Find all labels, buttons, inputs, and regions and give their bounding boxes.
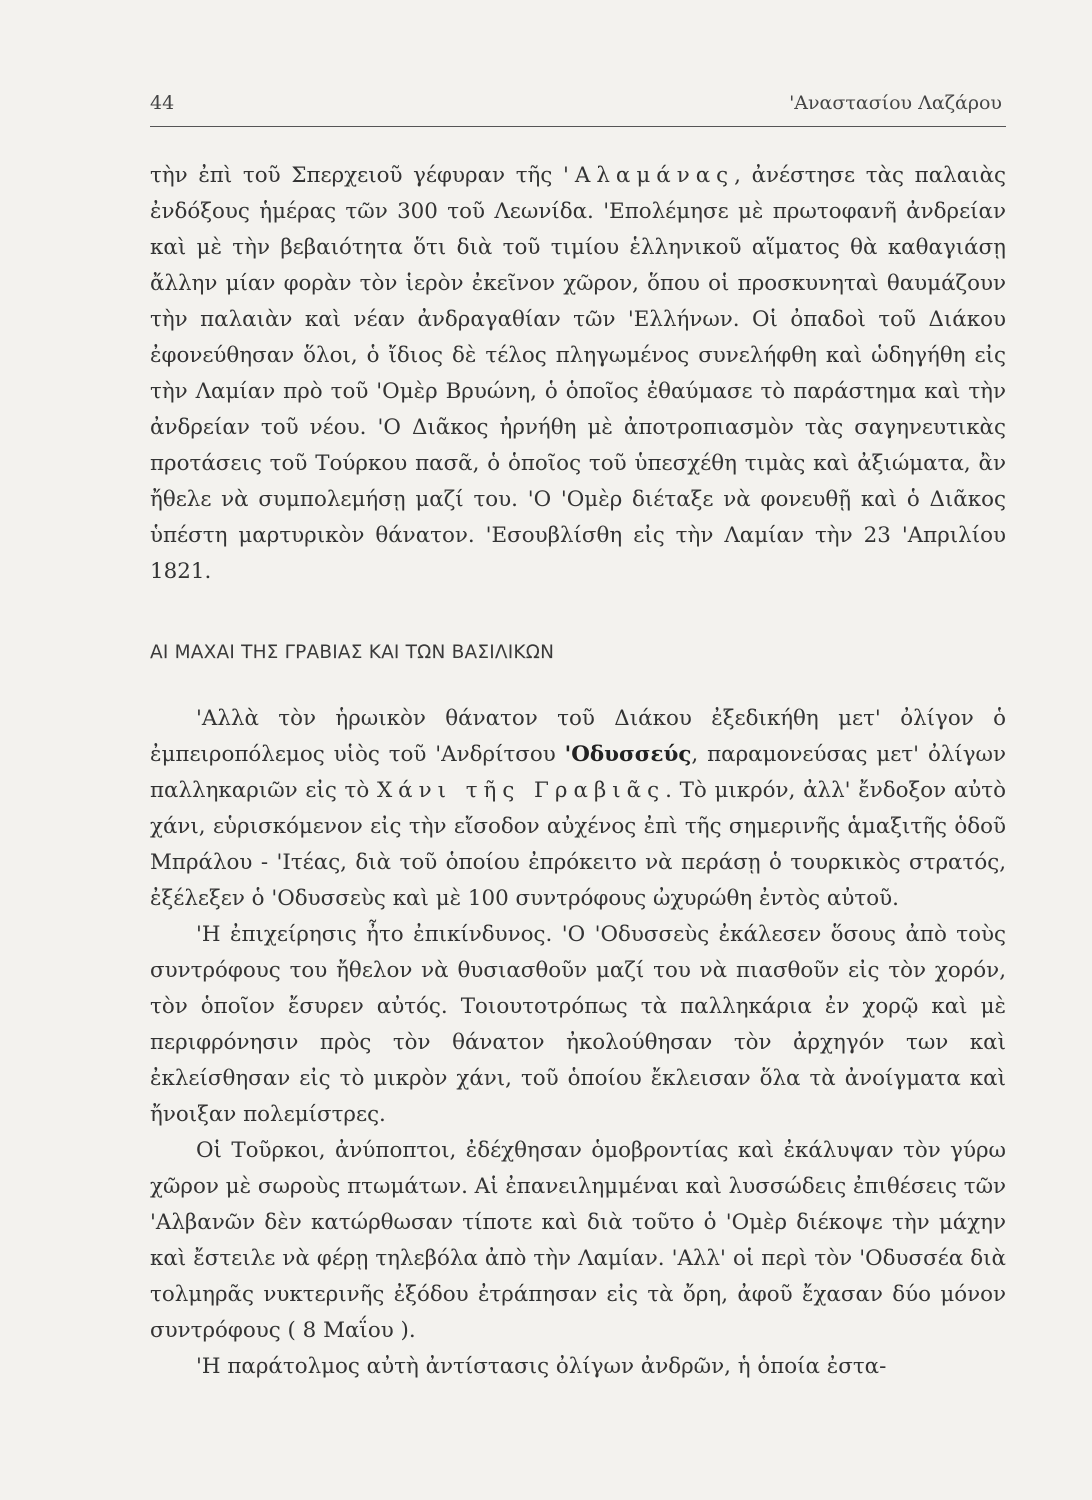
paragraph-dance: 'Η ἐπιχείρησις ἦτο ἐπικίνδυνος. 'Ο 'Οδυσσεὺς ἐκάλεσεν ὅσους ἀπὸ τοὺς συντρόφους του ἤθελον νὰ θυσιασθοῦν μαζί του νὰ πιασθοῦν εἰς τὸν χορόν, τὸν ὁποῖον ἔσυρεν αὐτός. Τοιουτοτρόπως τὰ παλληκάρια ἐν χορῷ καὶ μὲ περιφρόνησιν πρὸς τὸν θάνατον ἠκολούθησαν τὸν ἀρχηγόν των καὶ ἐκλείσθησαν εἰς τὸ μικρὸν χάνι, τοῦ ὁποίου ἔκλεισαν ὅλα τὰ ἀνοίγματα καὶ ἤνοιξαν πολεμίστρες.: [150, 922, 1006, 1127]
paragraph-resistance: 'Η παράτολμος αὐτὴ ἀντίστασις ὀλίγων ἀνδρῶν, ἡ ὁποία ἐστα-: [196, 1354, 887, 1379]
paragraph-odysseus: 'Αλλὰ τὸν ἡρωικὸν θάνατον τοῦ Διάκου ἐξεδικήθη μετ' ὀλίγον ὁ ἐμπειροπόλεμος υἱὸς τοῦ 'Ανδρίτσου 'Οδυσσεύς, παραμονεύσας μετ' ὀλίγων παλληκαριῶν εἰς τὸ Χάνι τῆς Γραβιᾶς. Τὸ μικρόν, ἀλλ' ἔνδοξον αὐτὸ χάνι, εὑρισκόμενον εἰς τὴν εἴσοδον αὐχένος ἐπὶ τῆς σημερινῆς ἁμαξιτῆς ὁδοῦ Μπράλου - 'Ιτέας, διὰ τοῦ ὁποίου ἐπρόκειτο νὰ περάσῃ ὁ τουρκικὸς στρατός, ἐξέλεξεν ὁ 'Οδυσσεὺς καὶ μὲ 100 συντρόφους ὠχυρώθη ἐντὸς αὐτοῦ.: [150, 706, 1006, 911]
emphasized-place-name: Χάνι τῆς Γραβιᾶς: [376, 778, 666, 803]
running-head-author: 'Αναστασίου Λαζάρου: [789, 92, 1002, 114]
body-text: [150, 158, 1006, 1385]
paragraph-turks: Οἱ Τοῦρκοι, ἀνύποπτοι, ἐδέχθησαν ὁμοβροντίας καὶ ἐκάλυψαν τὸν γύρω χῶρον μὲ σωροὺς πτωμάτων. Αἱ ἐπανειλημμέναι καὶ λυσσώδεις ἐπιθέσεις τῶν 'Αλβανῶν δὲν κατώρθωσαν τίποτε καὶ διὰ τοῦτο ὁ 'Ομὲρ διέκοψε τὴν μάχην καὶ ἔστειλε νὰ φέρῃ τηλεβόλα ἀπὸ τὴν Λαμίαν. 'Αλλ' οἱ περὶ τὸν 'Οδυσσέα διὰ τολμηρᾶς νυκτερινῆς ἐξόδου ἐτράπησαν εἰς τὰ ὄρη, ἀφοῦ ἔχασαν δύο μόνον συντρόφους ( 8 Μαΐου ).: [150, 1138, 1007, 1343]
section-heading: ΑΙ ΜΑΧΑΙ ΤΗΣ ΓΡΑΒΙΑΣ ΚΑΙ ΤΩΝ ΒΑΣΙΛΙΚΩΝ: [150, 642, 555, 663]
bold-name-odysseus: 'Οδυσσεύς: [564, 742, 692, 767]
page-header: [150, 86, 1006, 127]
page-number: 44: [150, 92, 175, 114]
paragraph-alamana: τὴν ἐπὶ τοῦ Σπερχειοῦ γέφυραν τῆς 'Αλαμάνας, ἀνέστησε τὰς παλαιὰς ἐνδόξους ἡμέρας τῶν 300 τοῦ Λεωνίδα. 'Επολέμησε μὲ πρωτοφανῆ ἀνδρείαν καὶ μὲ τὴν βεβαιότητα ὅτι διὰ τοῦ τιμίου ἑλληνικοῦ αἵματος θὰ καθαγιάσῃ ἄλλην μίαν φορὰν τὸν ἱερὸν ἐκεῖνον χῶρον, ὅπου οἱ προσκυνηταὶ θαυμάζουν τὴν παλαιὰν καὶ νέαν ἀνδραγαθίαν τῶν 'Ελλήνων. Οἱ ὀπαδοὶ τοῦ Διάκου ἐφονεύθησαν ὅλοι, ὁ ἴδιος δὲ τέλος πληγωμένος συνελήφθη καὶ ὡδηγήθη εἰς τὴν Λαμίαν πρὸ τοῦ 'Ομὲρ Βρυώνη, ὁ ὁποῖος ἐθαύμασε τὸ παράστημα καὶ τὴν ἀνδρείαν τοῦ νέου. 'Ο Διᾶκος ἠρνήθη μὲ ἀποτροπιασμὸν τὰς σαγηνευτικὰς προτάσεις τοῦ Τούρκου πασᾶ, ὁ ὁποῖος τοῦ ὑπεσχέθη τιμὰς καὶ ἀξιώματα, ἂν ἤθελε νὰ συμπολεμήσῃ μαζί του. 'Ο 'Ομὲρ διέταξε νὰ φονευθῇ καὶ ὁ Διᾶκος ὑπέστη μαρτυρικὸν θάνατον. 'Εσουβλίσθη εἰς τὴν Λαμίαν τὴν 23 'Απριλίου 1821.: [150, 163, 1006, 584]
emphasized-place-name: 'Αλαμάνας: [563, 163, 735, 188]
